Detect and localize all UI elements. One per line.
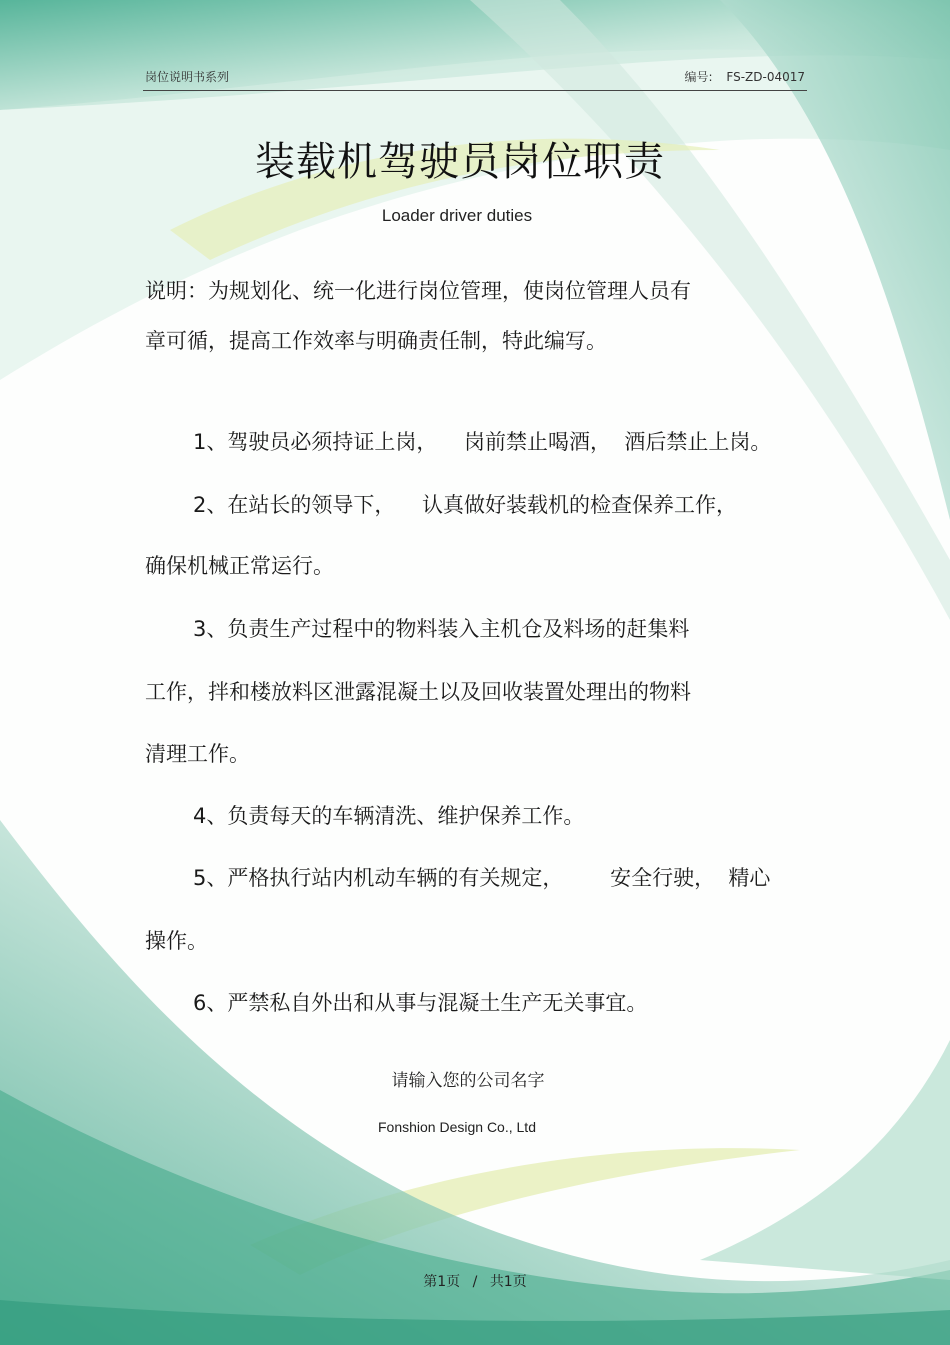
duty-item-6: 6、严禁私自外出和从事与混凝土生产无关事宜。 <box>193 991 648 1015</box>
duty-item-5-line-2: 操作。 <box>145 929 208 953</box>
document-code-value: FS-ZD-04017 <box>726 70 805 84</box>
intro-line-2: 章可循，提高工作效率与明确责任制，特此编写。 <box>145 329 607 353</box>
document-code-label: 编号: <box>684 70 713 84</box>
document-title: 装载机驾驶员岗位职责 <box>255 139 665 185</box>
duty-item-2-line-1: 2、在站长的领导下， 认真做好装载机的检查保养工作， <box>193 493 738 517</box>
duty-item-2-line-2: 确保机械正常运行。 <box>145 554 334 578</box>
duty-item-1: 1、驾驶员必须持证上岗， 岗前禁止喝酒， 酒后禁止上岗。 <box>193 430 772 454</box>
company-name: 请输入您的公司名字 <box>391 1071 545 1091</box>
duty-item-3-line-3: 清理工作。 <box>145 742 250 766</box>
page-separator: / <box>472 1274 478 1290</box>
document-subtitle: Loader driver duties <box>381 206 533 225</box>
page-total: 共1页 <box>489 1274 527 1290</box>
company-name-english: Fonshion Design Co., Ltd <box>378 1119 536 1135</box>
header-divider <box>143 90 807 91</box>
intro-line-1: 说明：为规划化、统一化进行岗位管理，使岗位管理人员有 <box>145 279 691 303</box>
document-series-label: 岗位说明书系列 <box>145 70 230 84</box>
duty-item-4: 4、负责每天的车辆清洗、维护保养工作。 <box>193 804 585 828</box>
page-number <box>0 1271 950 1291</box>
duty-item-3-line-1: 3、负责生产过程中的物料装入主机仓及料场的赶集料 <box>193 617 690 641</box>
page-current: 第1页 <box>423 1274 461 1290</box>
document-code <box>685 68 805 85</box>
duty-item-5-line-1: 5、严格执行站内机动车辆的有关规定， 安全行驶， 精心 <box>193 866 771 890</box>
duty-item-3-line-2: 工作，拌和楼放料区泄露混凝土以及回收装置处理出的物料 <box>145 680 691 704</box>
